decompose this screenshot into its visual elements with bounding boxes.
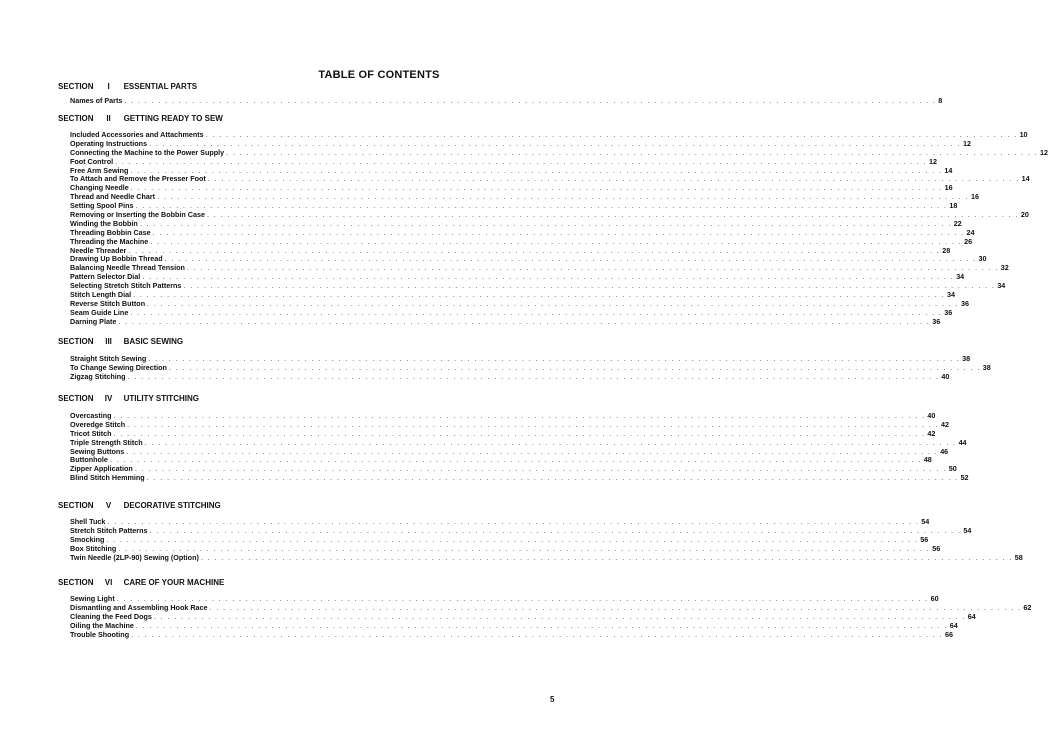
entry-title: Thread and Needle Chart bbox=[70, 192, 156, 202]
page-title: TABLE OF CONTENTS bbox=[318, 69, 440, 81]
dot-leader: . . . . . . . . . . . . . . . . . . . . . . . . . . . . . . . . . . . . . . . . . . . . . . . . . . . . . . . . . . . . . . . . . . . . . . . . . . . . . . . . . . . . . . . . . . . . . . . . . . . . . . . . . . . . . . . . . . . . . . . . bbox=[135, 620, 948, 630]
entry-page-number: 16 bbox=[944, 183, 953, 193]
entry-title: Shell Tuck bbox=[70, 517, 106, 526]
dot-leader: . . . . . . . . . . . . . . . . . . . . . . . . . . . . . . . . . . . . . . . . . . . . . . . . . . . . . . . . . . . . . . . . . . . . . . . . . . . . . . . . . . . . . . . . . . . . . . . . . . . . . . . . . . . . . . . . . . . . . . . . bbox=[148, 354, 961, 363]
dot-leader: . . . . . . . . . . . . . . . . . . . . . . . . . . . . . . . . . . . . . . . . . . . . . . . . . . . . . . . . . . . . . . . . . . . . . . . . . . . . . . . . . . . . . . . . . . . . . . . . . . . . . . . . . . . . . . . . . . . . . . . . bbox=[139, 218, 952, 228]
dot-leader: . . . . . . . . . . . . . . . . . . . . . . . . . . . . . . . . . . . . . . . . . . . . . . . . . . . . . . . . . . . . . . . . . . . . . . . . . . . . . . . . . . . . . . . . . . . . . . . . . . . . . . . . . . . . . . . . . . . . . . . . bbox=[118, 316, 931, 326]
dot-leader: . . . . . . . . . . . . . . . . . . . . . . . . . . . . . . . . . . . . . . . . . . . . . . . . . . . . . . . . . . . . . . . . . . . . . . . . . . . . . . . . . . . . . . . . . . . . . . . . . . . . . . . . . . . . . . . . . . . . . . . . bbox=[124, 96, 937, 105]
entry-page-number: 36 bbox=[960, 298, 969, 308]
toc-entry bbox=[70, 96, 943, 106]
dot-leader: . . . . . . . . . . . . . . . . . . . . . . . . . . . . . . . . . . . . . . . . . . . . . . . . . . . . . . . . . . . . . . . . . . . . . . . . . . . . . . . . . . . . . . . . . . . . . . . . . . . . . . . . . . . . . . . . . . . . . . . . bbox=[109, 455, 922, 465]
entry-page-number: 56 bbox=[920, 534, 929, 544]
dot-leader: . . . . . . . . . . . . . . . . . . . . . . . . . . . . . . . . . . . . . . . . . . . . . . . . . . . . . . . . . . . . . . . . . . . . . . . . . . . . . . . . . . . . . . . . . . . . . . . . . . . . . . . . . . . . . . . . . . . . . . . . bbox=[186, 263, 999, 273]
dot-leader: . . . . . . . . . . . . . . . . . . . . . . . . . . . . . . . . . . . . . . . . . . . . . . . . . . . . . . . . . . . . . . . . . . . . . . . . . . . . . . . . . . . . . . . . . . . . . . . . . . . . . . . . . . . . . . . . . . . . . . . . bbox=[226, 147, 1039, 157]
entry-page-number: 54 bbox=[963, 525, 972, 535]
entry-title: Straight Stitch Sewing bbox=[70, 354, 147, 363]
entry-title: Blind Stitch Hemming bbox=[70, 473, 145, 483]
section-entries bbox=[70, 354, 991, 382]
entry-title: Box Stitching bbox=[70, 543, 117, 553]
entry-title: Stitch Length Dial bbox=[70, 290, 132, 300]
section-entries bbox=[70, 130, 1048, 327]
section-label: SECTION bbox=[58, 394, 94, 403]
dot-leader: . . . . . . . . . . . . . . . . . . . . . . . . . . . . . . . . . . . . . . . . . . . . . . . . . . . . . . . . . . . . . . . . . . . . . . . . . . . . . . . . . . . . . . . . . . . . . . . . . . . . . . . . . . . . . . . . . . . . . . . . bbox=[131, 629, 943, 639]
section-heading bbox=[58, 578, 224, 587]
entry-page-number: 14 bbox=[944, 165, 953, 175]
dot-leader: . . . . . . . . . . . . . . . . . . . . . . . . . . . . . . . . . . . . . . . . . . . . . . . . . . . . . . . . . . . . . . . . . . . . . . . . . . . . . . . . . . . . . . . . . . . . . . . . . . . . . . . . . . . . . . . . . . . . . . . . bbox=[146, 473, 959, 483]
entry-page-number: 40 bbox=[927, 411, 936, 420]
entry-page-number: 48 bbox=[923, 455, 932, 465]
entry-page-number: 32 bbox=[1000, 263, 1009, 273]
entry-page-number: 34 bbox=[997, 281, 1006, 291]
entry-title: Zipper Application bbox=[70, 464, 133, 474]
entry-title: Winding the Bobbin bbox=[70, 218, 138, 228]
dot-leader: . . . . . . . . . . . . . . . . . . . . . . . . . . . . . . . . . . . . . . . . . . . . . . . . . . . . . . . . . . . . . . . . . . . . . . . . . . . . . . . . . . . . . . . . . . . . . . . . . . . . . . . . . . . . . . . . . . . . . . . . bbox=[157, 192, 969, 202]
dot-leader: . . . . . . . . . . . . . . . . . . . . . . . . . . . . . . . . . . . . . . . . . . . . . . . . . . . . . . . . . . . . . . . . . . . . . . . . . . . . . . . . . . . . . . . . . . . . . . . . . . . . . . . . . . . . . . . . . . . . . . . . bbox=[205, 130, 1018, 139]
entry-title: Seam Guide Line bbox=[70, 307, 129, 317]
entry-page-number: 12 bbox=[1040, 147, 1048, 157]
dot-leader: . . . . . . . . . . . . . . . . . . . . . . . . . . . . . . . . . . . . . . . . . . . . . . . . . . . . . . . . . . . . . . . . . . . . . . . . . . . . . . . . . . . . . . . . . . . . . . . . . . . . . . . . . . . . . . . . . . . . . . . . bbox=[133, 290, 945, 300]
toc-entry bbox=[70, 629, 953, 640]
section-entries bbox=[70, 594, 1032, 639]
dot-leader: . . . . . . . . . . . . . . . . . . . . . . . . . . . . . . . . . . . . . . . . . . . . . . . . . . . . . . . . . . . . . . . . . . . . . . . . . . . . . . . . . . . . . . . . . . . . . . . . . . . . . . . . . . . . . . . . . . . . . . . . bbox=[164, 254, 977, 264]
dot-leader: . . . . . . . . . . . . . . . . . . . . . . . . . . . . . . . . . . . . . . . . . . . . . . . . . . . . . . . . . . . . . . . . . . . . . . . . . . . . . . . . . . . . . . . . . . . . . . . . . . . . . . . . . . . . . . . . . . . . . . . . bbox=[142, 272, 955, 282]
section-entries bbox=[70, 96, 943, 106]
entry-title: Operating Instructions bbox=[70, 138, 148, 148]
section-label: SECTION bbox=[58, 82, 94, 91]
entry-page-number: 42 bbox=[941, 419, 949, 429]
entry-title: Threading Bobbin Case bbox=[70, 227, 151, 237]
dot-leader: . . . . . . . . . . . . . . . . . . . . . . . . . . . . . . . . . . . . . . . . . . . . . . . . . . . . . . . . . . . . . . . . . . . . . . . . . . . . . . . . . . . . . . . . . . . . . . . . . . . . . . . . . . . . . . . . . . . . . . . . bbox=[150, 236, 963, 246]
dot-leader: . . . . . . . . . . . . . . . . . . . . . . . . . . . . . . . . . . . . . . . . . . . . . . . . . . . . . . . . . . . . . . . . . . . . . . . . . . . . . . . . . . . . . . . . . . . . . . . . . . . . . . . . . . . . . . . . . . . . . . . . bbox=[115, 156, 927, 166]
dot-leader: . . . . . . . . . . . . . . . . . . . . . . . . . . . . . . . . . . . . . . . . . . . . . . . . . . . . . . . . . . . . . . . . . . . . . . . . . . . . . . . . . . . . . . . . . . . . . . . . . . . . . . . . . . . . . . . . . . . . . . . . bbox=[113, 411, 926, 420]
entry-page-number: 54 bbox=[921, 517, 930, 526]
entry-title: Stretch Stitch Patterns bbox=[70, 525, 148, 535]
dot-leader: . . . . . . . . . . . . . . . . . . . . . . . . . . . . . . . . . . . . . . . . . . . . . . . . . . . . . . . . . . . . . . . . . . . . . . . . . . . . . . . . . . . . . . . . . . . . . . . . . . . . . . . . . . . . . . . . . . . . . . . . bbox=[130, 165, 943, 175]
section-label: SECTION bbox=[58, 337, 94, 346]
entry-page-number: 36 bbox=[944, 307, 953, 317]
section-name: ESSENTIAL PARTS bbox=[123, 82, 198, 91]
entry-page-number: 12 bbox=[962, 138, 971, 148]
dot-leader: . . . . . . . . . . . . . . . . . . . . . . . . . . . . . . . . . . . . . . . . . . . . . . . . . . . . . . . . . . . . . . . . . . . . . . . . . . . . . . . . . . . . . . . . . . . . . . . . . . . . . . . . . . . . . . . . . . . . . . . . bbox=[128, 245, 941, 255]
entry-title: Sewing Buttons bbox=[70, 446, 125, 456]
dot-leader: . . . . . . . . . . . . . . . . . . . . . . . . . . . . . . . . . . . . . . . . . . . . . . . . . . . . . . . . . . . . . . . . . . . . . . . . . . . . . . . . . . . . . . . . . . . . . . . . . . . . . . . . . . . . . . . . . . . . . . . . bbox=[113, 428, 926, 438]
entry-title: Buttonhole bbox=[70, 455, 108, 465]
entry-title: To Attach and Remove the Presser Foot bbox=[70, 174, 206, 184]
entry-title: Included Accessories and Attachments bbox=[70, 130, 204, 139]
entry-page-number: 20 bbox=[1020, 210, 1029, 220]
entry-title: To Change Sewing Direction bbox=[70, 362, 167, 372]
entry-title: Names of Parts bbox=[70, 96, 123, 105]
section-label: SECTION bbox=[58, 501, 94, 510]
dot-leader: . . . . . . . . . . . . . . . . . . . . . . . . . . . . . . . . . . . . . . . . . . . . . . . . . . . . . . . . . . . . . . . . . . . . . . . . . . . . . . . . . . . . . . . . . . . . . . . . . . . . . . . . . . . . . . . . . . . . . . . . bbox=[135, 201, 948, 211]
entry-title: Drawing Up Bobbin Thread bbox=[70, 254, 163, 264]
entry-title: Needle Threader bbox=[70, 245, 127, 255]
entry-page-number: 44 bbox=[958, 437, 967, 447]
dot-leader: . . . . . . . . . . . . . . . . . . . . . . . . . . . . . . . . . . . . . . . . . . . . . . . . . . . . . . . . . . . . . . . . . . . . . . . . . . . . . . . . . . . . . . . . . . . . . . . . . . . . . . . . . . . . . . . . . . . . . . . . bbox=[153, 611, 966, 621]
section-heading bbox=[58, 394, 199, 403]
dot-leader: . . . . . . . . . . . . . . . . . . . . . . . . . . . . . . . . . . . . . . . . . . . . . . . . . . . . . . . . . . . . . . . . . . . . . . . . . . . . . . . . . . . . . . . . . . . . . . . . . . . . . . . . . . . . . . . . . . . . . . . . bbox=[130, 183, 943, 193]
dot-leader: . . . . . . . . . . . . . . . . . . . . . . . . . . . . . . . . . . . . . . . . . . . . . . . . . . . . . . . . . . . . . . . . . . . . . . . . . . . . . . . . . . . . . . . . . . . . . . . . . . . . . . . . . . . . . . . . . . . . . . . . bbox=[134, 464, 947, 474]
dot-leader: . . . . . . . . . . . . . . . . . . . . . . . . . . . . . . . . . . . . . . . . . . . . . . . . . . . . . . . . . . . . . . . . . . . . . . . . . . . . . . . . . . . . . . . . . . . . . . . . . . . . . . . . . . . . . . . . . . . . . . . . bbox=[209, 602, 1022, 612]
entry-page-number: 8 bbox=[938, 96, 943, 105]
toc-entry bbox=[70, 473, 969, 483]
dot-leader: . . . . . . . . . . . . . . . . . . . . . . . . . . . . . . . . . . . . . . . . . . . . . . . . . . . . . . . . . . . . . . . . . . . . . . . . . . . . . . . . . . . . . . . . . . . . . . . . . . . . . . . . . . . . . . . . . . . . . . . . bbox=[168, 362, 981, 372]
entry-title: Removing or Inserting the Bobbin Case bbox=[70, 210, 205, 220]
dot-leader: . . . . . . . . . . . . . . . . . . . . . . . . . . . . . . . . . . . . . . . . . . . . . . . . . . . . . . . . . . . . . . . . . . . . . . . . . . . . . . . . . . . . . . . . . . . . . . . . . . . . . . . . . . . . . . . . . . . . . . . . bbox=[149, 138, 961, 148]
entry-page-number: 14 bbox=[1021, 174, 1030, 184]
entry-page-number: 18 bbox=[949, 201, 958, 211]
section-name: GETTING READY TO SEW bbox=[123, 114, 223, 123]
entry-page-number: 26 bbox=[964, 236, 973, 246]
dot-leader: . . . . . . . . . . . . . . . . . . . . . . . . . . . . . . . . . . . . . . . . . . . . . . . . . . . . . . . . . . . . . . . . . . . . . . . . . . . . . . . . . . . . . . . . . . . . . . . . . . . . . . . . . . . . . . . . . . . . . . . . bbox=[152, 227, 965, 237]
entry-title: Threading the Machine bbox=[70, 236, 149, 246]
dot-leader: . . . . . . . . . . . . . . . . . . . . . . . . . . . . . . . . . . . . . . . . . . . . . . . . . . . . . . . . . . . . . . . . . . . . . . . . . . . . . . . . . . . . . . . . . . . . . . . . . . . . . . . . . . . . . . . . . . . . . . . . bbox=[207, 174, 1020, 184]
entry-title: Triple Strength Stitch bbox=[70, 437, 143, 447]
entry-title: Twin Needle (2LP-90) Sewing (Option) bbox=[70, 552, 199, 562]
section-number: VI bbox=[104, 578, 113, 587]
entry-title: Tricot Stitch bbox=[70, 428, 112, 438]
entry-page-number: 56 bbox=[932, 543, 941, 553]
dot-leader: . . . . . . . . . . . . . . . . . . . . . . . . . . . . . . . . . . . . . . . . . . . . . . . . . . . . . . . . . . . . . . . . . . . . . . . . . . . . . . . . . . . . . . . . . . . . . . . . . . . . . . . . . . . . . . . . . . . . . . . . bbox=[127, 419, 939, 429]
section-label: SECTION bbox=[58, 578, 94, 587]
entry-page-number: 58 bbox=[1014, 552, 1023, 562]
dot-leader: . . . . . . . . . . . . . . . . . . . . . . . . . . . . . . . . . . . . . . . . . . . . . . . . . . . . . . . . . . . . . . . . . . . . . . . . . . . . . . . . . . . . . . . . . . . . . . . . . . . . . . . . . . . . . . . . . . . . . . . . bbox=[127, 371, 940, 381]
entry-title: Overedge Stitch bbox=[70, 419, 126, 429]
dot-leader: . . . . . . . . . . . . . . . . . . . . . . . . . . . . . . . . . . . . . . . . . . . . . . . . . . . . . . . . . . . . . . . . . . . . . . . . . . . . . . . . . . . . . . . . . . . . . . . . . . . . . . . . . . . . . . . . . . . . . . . . bbox=[130, 307, 943, 317]
entry-page-number: 36 bbox=[932, 316, 941, 326]
entry-page-number: 38 bbox=[982, 362, 991, 372]
entry-title: Cleaning the Feed Dogs bbox=[70, 611, 152, 621]
section-number: I bbox=[107, 82, 110, 91]
page-number: 5 bbox=[550, 695, 555, 704]
entry-page-number: 34 bbox=[956, 272, 965, 282]
entry-page-number: 60 bbox=[930, 594, 939, 603]
entry-page-number: 30 bbox=[978, 254, 987, 264]
entry-title: Dismantling and Assembling Hook Race bbox=[70, 602, 208, 612]
entry-title: Selecting Stretch Stitch Patterns bbox=[70, 281, 182, 291]
dot-leader: . . . . . . . . . . . . . . . . . . . . . . . . . . . . . . . . . . . . . . . . . . . . . . . . . . . . . . . . . . . . . . . . . . . . . . . . . . . . . . . . . . . . . . . . . . . . . . . . . . . . . . . . . . . . . . . . . . . . . . . . bbox=[106, 534, 919, 544]
entry-page-number: 64 bbox=[967, 611, 976, 621]
toc-entry bbox=[70, 552, 1023, 563]
entry-page-number: 46 bbox=[940, 446, 949, 456]
entry-title: Overcasting bbox=[70, 411, 112, 420]
entry-title: Changing Needle bbox=[70, 183, 129, 193]
entry-page-number: 42 bbox=[927, 428, 936, 438]
toc-entry bbox=[70, 316, 941, 327]
entry-page-number: 66 bbox=[944, 629, 953, 639]
dot-leader: . . . . . . . . . . . . . . . . . . . . . . . . . . . . . . . . . . . . . . . . . . . . . . . . . . . . . . . . . . . . . . . . . . . . . . . . . . . . . . . . . . . . . . . . . . . . . . . . . . . . . . . . . . . . . . . . . . . . . . . . bbox=[144, 437, 957, 447]
entry-page-number: 64 bbox=[949, 620, 958, 630]
dot-leader: . . . . . . . . . . . . . . . . . . . . . . . . . . . . . . . . . . . . . . . . . . . . . . . . . . . . . . . . . . . . . . . . . . . . . . . . . . . . . . . . . . . . . . . . . . . . . . . . . . . . . . . . . . . . . . . . . . . . . . . . bbox=[149, 525, 962, 535]
section-number: II bbox=[106, 114, 111, 123]
entry-title: Zigzag Stitching bbox=[70, 371, 126, 381]
entry-page-number: 10 bbox=[1019, 130, 1028, 139]
section-entries bbox=[70, 411, 969, 483]
section-name: UTILITY STITCHING bbox=[123, 394, 199, 403]
dot-leader: . . . . . . . . . . . . . . . . . . . . . . . . . . . . . . . . . . . . . . . . . . . . . . . . . . . . . . . . . . . . . . . . . . . . . . . . . . . . . . . . . . . . . . . . . . . . . . . . . . . . . . . . . . . . . . . . . . . . . . . . bbox=[206, 210, 1019, 220]
dot-leader: . . . . . . . . . . . . . . . . . . . . . . . . . . . . . . . . . . . . . . . . . . . . . . . . . . . . . . . . . . . . . . . . . . . . . . . . . . . . . . . . . . . . . . . . . . . . . . . . . . . . . . . . . . . . . . . . . . . . . . . . bbox=[147, 298, 959, 308]
entry-title: Smocking bbox=[70, 534, 105, 544]
dot-leader: . . . . . . . . . . . . . . . . . . . . . . . . . . . . . . . . . . . . . . . . . . . . . . . . . . . . . . . . . . . . . . . . . . . . . . . . . . . . . . . . . . . . . . . . . . . . . . . . . . . . . . . . . . . . . . . . . . . . . . . . bbox=[200, 552, 1013, 562]
entry-title: Sewing Light bbox=[70, 594, 115, 603]
entry-page-number: 24 bbox=[966, 227, 975, 237]
dot-leader: . . . . . . . . . . . . . . . . . . . . . . . . . . . . . . . . . . . . . . . . . . . . . . . . . . . . . . . . . . . . . . . . . . . . . . . . . . . . . . . . . . . . . . . . . . . . . . . . . . . . . . . . . . . . . . . . . . . . . . . . bbox=[183, 281, 996, 291]
entry-title: Reverse Stitch Button bbox=[70, 298, 146, 308]
section-name: DECORATIVE STITCHING bbox=[123, 501, 221, 510]
entry-title: Oiling the Machine bbox=[70, 620, 134, 630]
entry-title: Connecting the Machine to the Power Supply bbox=[70, 147, 225, 157]
section-name: BASIC SEWING bbox=[123, 337, 184, 346]
entry-title: Pattern Selector Dial bbox=[70, 272, 141, 282]
entry-page-number: 50 bbox=[948, 464, 957, 474]
section-number: V bbox=[105, 501, 112, 510]
entry-page-number: 62 bbox=[1023, 602, 1032, 612]
dot-leader: . . . . . . . . . . . . . . . . . . . . . . . . . . . . . . . . . . . . . . . . . . . . . . . . . . . . . . . . . . . . . . . . . . . . . . . . . . . . . . . . . . . . . . . . . . . . . . . . . . . . . . . . . . . . . . . . . . . . . . . . bbox=[118, 543, 931, 553]
entry-title: Free Arm Sewing bbox=[70, 165, 129, 175]
entry-page-number: 28 bbox=[942, 245, 951, 255]
dot-leader: . . . . . . . . . . . . . . . . . . . . . . . . . . . . . . . . . . . . . . . . . . . . . . . . . . . . . . . . . . . . . . . . . . . . . . . . . . . . . . . . . . . . . . . . . . . . . . . . . . . . . . . . . . . . . . . . . . . . . . . . bbox=[116, 594, 929, 603]
entry-page-number: 34 bbox=[946, 290, 955, 300]
entry-title: Darning Plate bbox=[70, 316, 117, 326]
section-heading bbox=[58, 82, 197, 91]
entry-page-number: 12 bbox=[929, 156, 937, 166]
entry-page-number: 40 bbox=[941, 371, 950, 381]
dot-leader: . . . . . . . . . . . . . . . . . . . . . . . . . . . . . . . . . . . . . . . . . . . . . . . . . . . . . . . . . . . . . . . . . . . . . . . . . . . . . . . . . . . . . . . . . . . . . . . . . . . . . . . . . . . . . . . . . . . . . . . . bbox=[126, 446, 939, 456]
entry-page-number: 38 bbox=[962, 354, 971, 363]
section-entries bbox=[70, 517, 1023, 562]
entry-title: Balancing Needle Thread Tension bbox=[70, 263, 185, 273]
dot-leader: . . . . . . . . . . . . . . . . . . . . . . . . . . . . . . . . . . . . . . . . . . . . . . . . . . . . . . . . . . . . . . . . . . . . . . . . . . . . . . . . . . . . . . . . . . . . . . . . . . . . . . . . . . . . . . . . . . . . . . . . bbox=[107, 517, 920, 526]
toc-entry bbox=[70, 371, 950, 382]
section-heading bbox=[58, 114, 223, 123]
section-heading bbox=[58, 501, 221, 510]
entry-page-number: 16 bbox=[970, 192, 979, 202]
section-name: CARE OF YOUR MACHINE bbox=[123, 578, 225, 587]
section-heading bbox=[58, 337, 183, 346]
section-label: SECTION bbox=[58, 114, 94, 123]
entry-title: Trouble Shooting bbox=[70, 629, 130, 639]
section-number: III bbox=[105, 337, 112, 346]
entry-title: Foot Control bbox=[70, 156, 114, 166]
entry-page-number: 22 bbox=[953, 218, 962, 228]
entry-page-number: 52 bbox=[960, 473, 969, 483]
section-number: IV bbox=[104, 394, 113, 403]
entry-title: Setting Spool Pins bbox=[70, 201, 134, 211]
